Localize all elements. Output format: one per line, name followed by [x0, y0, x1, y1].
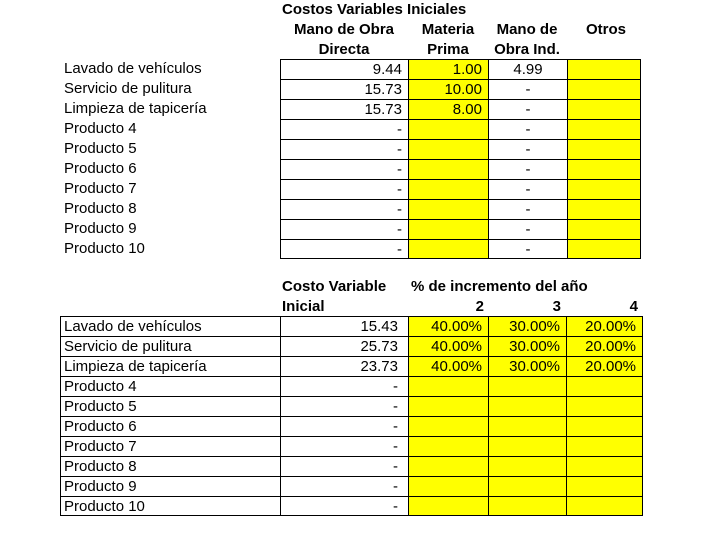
table1-cell-mp[interactable]: 10.00 [408, 79, 488, 99]
table2-cell-cost[interactable]: 15.43 [280, 316, 408, 336]
table1-cell-mod[interactable]: 15.73 [280, 99, 408, 119]
table2-cell-y4[interactable] [566, 416, 643, 436]
header-mano-obra-ind-line1: Mano de [496, 21, 558, 38]
table1-cell-mod[interactable]: - [280, 239, 408, 259]
table2-row-label: Limpieza de tapicería [60, 356, 280, 376]
table1-cell-mp[interactable]: 8.00 [408, 99, 488, 119]
table1-cell-moi[interactable]: - [488, 239, 567, 259]
table1-row-label: Servicio de pulitura [64, 80, 192, 97]
table1-row-label: Producto 4 [64, 120, 137, 137]
table1-cell-moi[interactable]: - [488, 159, 567, 179]
table1-cell-mp[interactable] [408, 219, 488, 239]
table1-row [62, 159, 662, 179]
table1-cell-moi[interactable]: - [488, 139, 567, 159]
table1-cell-moi[interactable]: - [488, 119, 567, 139]
table1-row [62, 179, 662, 199]
table1-cell-mp[interactable] [408, 239, 488, 259]
table1-cell-mod[interactable]: - [280, 139, 408, 159]
table1-cell-otros[interactable] [567, 119, 641, 139]
header-materia-prima-line2: Prima [427, 41, 469, 58]
table2-cell-y4[interactable] [566, 376, 643, 396]
table1-cell-otros[interactable] [567, 179, 641, 199]
table2-row [60, 336, 660, 356]
table1-cell-mp[interactable] [408, 159, 488, 179]
table2-cell-y3[interactable] [488, 436, 566, 456]
table2-cell-cost[interactable]: 23.73 [280, 356, 408, 376]
table1-row [62, 79, 662, 99]
table2-cell-y3[interactable] [488, 496, 566, 516]
table2-cell-y2[interactable] [408, 436, 488, 456]
table1-row [62, 199, 662, 219]
table2-cell-y2[interactable] [408, 396, 488, 416]
table2-row [60, 376, 660, 396]
table2-cell-y2[interactable] [408, 476, 488, 496]
table1-row-label: Lavado de vehículos [64, 60, 202, 77]
table1-cell-mp[interactable] [408, 199, 488, 219]
table1-row-label: Producto 5 [64, 140, 137, 157]
table2-cell-y4[interactable] [566, 496, 643, 516]
table1-row [62, 239, 662, 259]
table1-cell-otros[interactable] [567, 99, 641, 119]
table2-row-label: Producto 8 [60, 456, 280, 476]
table2-row-label: Producto 9 [60, 476, 280, 496]
table1-row-label: Producto 9 [64, 220, 137, 237]
table2-cell-y3[interactable] [488, 376, 566, 396]
table2-row-label: Servicio de pulitura [60, 336, 280, 356]
table2-row [60, 316, 660, 336]
table2-cell-cost[interactable]: - [280, 436, 408, 456]
header-mano-obra-directa-line2: Directa [318, 41, 370, 58]
table1-cell-mod[interactable]: 15.73 [280, 79, 408, 99]
table1-cell-otros[interactable] [567, 79, 641, 99]
table2-cell-cost[interactable]: - [280, 496, 408, 516]
table2-row-label: Producto 6 [60, 416, 280, 436]
table1-cell-mod[interactable]: - [280, 199, 408, 219]
table1-cell-mod[interactable]: 9.44 [280, 59, 408, 79]
table1-row [62, 219, 662, 239]
table2-row [60, 496, 660, 516]
table1-cell-moi[interactable]: - [488, 79, 567, 99]
table2-row-label: Producto 5 [60, 396, 280, 416]
table2-cell-y3[interactable]: 30.00% [488, 336, 566, 356]
table2-cell-y2[interactable] [408, 456, 488, 476]
header-year-4: 4 [629, 298, 638, 315]
header-pct-incremento: % de incremento del año [411, 278, 588, 295]
table2-row [60, 476, 660, 496]
table2-cell-y4[interactable]: 20.00% [566, 336, 643, 356]
table2-cell-cost[interactable]: - [280, 476, 408, 496]
table1-row-label: Limpieza de tapicería [64, 100, 207, 117]
table2-row-label: Producto 10 [60, 496, 280, 516]
header-materia-prima-line1: Materia [421, 21, 475, 38]
table2-row-label: Producto 7 [60, 436, 280, 456]
table1-row-label: Producto 6 [64, 160, 137, 177]
table1-cell-otros[interactable] [567, 59, 641, 79]
table2-row-label: Lavado de vehículos [60, 316, 280, 336]
table2-cell-y3[interactable] [488, 456, 566, 476]
table1-cell-otros[interactable] [567, 159, 641, 179]
table1-cell-moi[interactable]: - [488, 199, 567, 219]
table2-cell-cost[interactable]: - [280, 416, 408, 436]
table1-cell-mod[interactable]: - [280, 159, 408, 179]
table2-row [60, 436, 660, 456]
table1-cell-moi[interactable]: - [488, 99, 567, 119]
table2-cell-y2[interactable]: 40.00% [408, 316, 488, 336]
table1-cell-mod[interactable]: - [280, 219, 408, 239]
table2-cell-y3[interactable] [488, 416, 566, 436]
header-mano-obra-ind-line2: Obra Ind. [494, 41, 560, 58]
table2-cell-y3[interactable] [488, 476, 566, 496]
header-otros: Otros [585, 21, 626, 38]
table2-row [60, 356, 660, 376]
table1-row [62, 99, 662, 119]
table1-cell-moi[interactable]: - [488, 179, 567, 199]
table2-body [60, 316, 660, 516]
table1-row-label: Producto 8 [64, 200, 137, 217]
table2-cell-y3[interactable] [488, 396, 566, 416]
table2-row-label: Producto 4 [60, 376, 280, 396]
table2-cell-y2[interactable]: 40.00% [408, 356, 488, 376]
table1-cell-moi[interactable]: 4.99 [488, 59, 567, 79]
header-mano-obra-directa-line1: Mano de Obra [293, 21, 394, 38]
table1-cell-mod[interactable]: - [280, 119, 408, 139]
table1-cell-otros[interactable] [567, 139, 641, 159]
header-year-3: 3 [552, 298, 561, 315]
table1-cell-mp[interactable] [408, 119, 488, 139]
table1-cell-mod[interactable]: - [280, 179, 408, 199]
table2-cell-y2[interactable] [408, 496, 488, 516]
table1-cell-mp[interactable]: 1.00 [408, 59, 488, 79]
table1-cell-otros[interactable] [567, 199, 641, 219]
table2-cell-cost[interactable]: 25.73 [280, 336, 408, 356]
table1-row [62, 59, 662, 79]
table1-cell-moi[interactable]: - [488, 219, 567, 239]
table2-cell-y4[interactable]: 20.00% [566, 316, 643, 336]
table1-cell-mp[interactable] [408, 179, 488, 199]
table1-row [62, 119, 662, 139]
table2-cell-y2[interactable] [408, 416, 488, 436]
table2-row [60, 396, 660, 416]
table2-cell-cost[interactable]: - [280, 396, 408, 416]
table2-cell-y4[interactable] [566, 456, 643, 476]
table1-row [62, 139, 662, 159]
header-costo-variable-line2: Inicial [282, 298, 325, 315]
table1-title: Costos Variables Iniciales [282, 1, 467, 18]
table2-row [60, 456, 660, 476]
table2-cell-y3[interactable]: 30.00% [488, 316, 566, 336]
header-year-2: 2 [475, 298, 484, 315]
table1-cell-otros[interactable] [567, 219, 641, 239]
table2-cell-y4[interactable] [566, 436, 643, 456]
table2-cell-cost[interactable]: - [280, 456, 408, 476]
table1-row-label: Producto 10 [64, 240, 145, 257]
table1-row-label: Producto 7 [64, 180, 137, 197]
table2-cell-y2[interactable]: 40.00% [408, 336, 488, 356]
table2-cell-y4[interactable] [566, 396, 643, 416]
table1-body [62, 59, 662, 259]
table2-row [60, 416, 660, 436]
table2-cell-y4[interactable] [566, 476, 643, 496]
table1-cell-mp[interactable] [408, 139, 488, 159]
table1-cell-otros[interactable] [567, 239, 641, 259]
table2-cell-y2[interactable] [408, 376, 488, 396]
table2-cell-cost[interactable]: - [280, 376, 408, 396]
table2-cell-y3[interactable]: 30.00% [488, 356, 566, 376]
header-costo-variable-line1: Costo Variable [282, 278, 387, 295]
table2-cell-y4[interactable]: 20.00% [566, 356, 643, 376]
